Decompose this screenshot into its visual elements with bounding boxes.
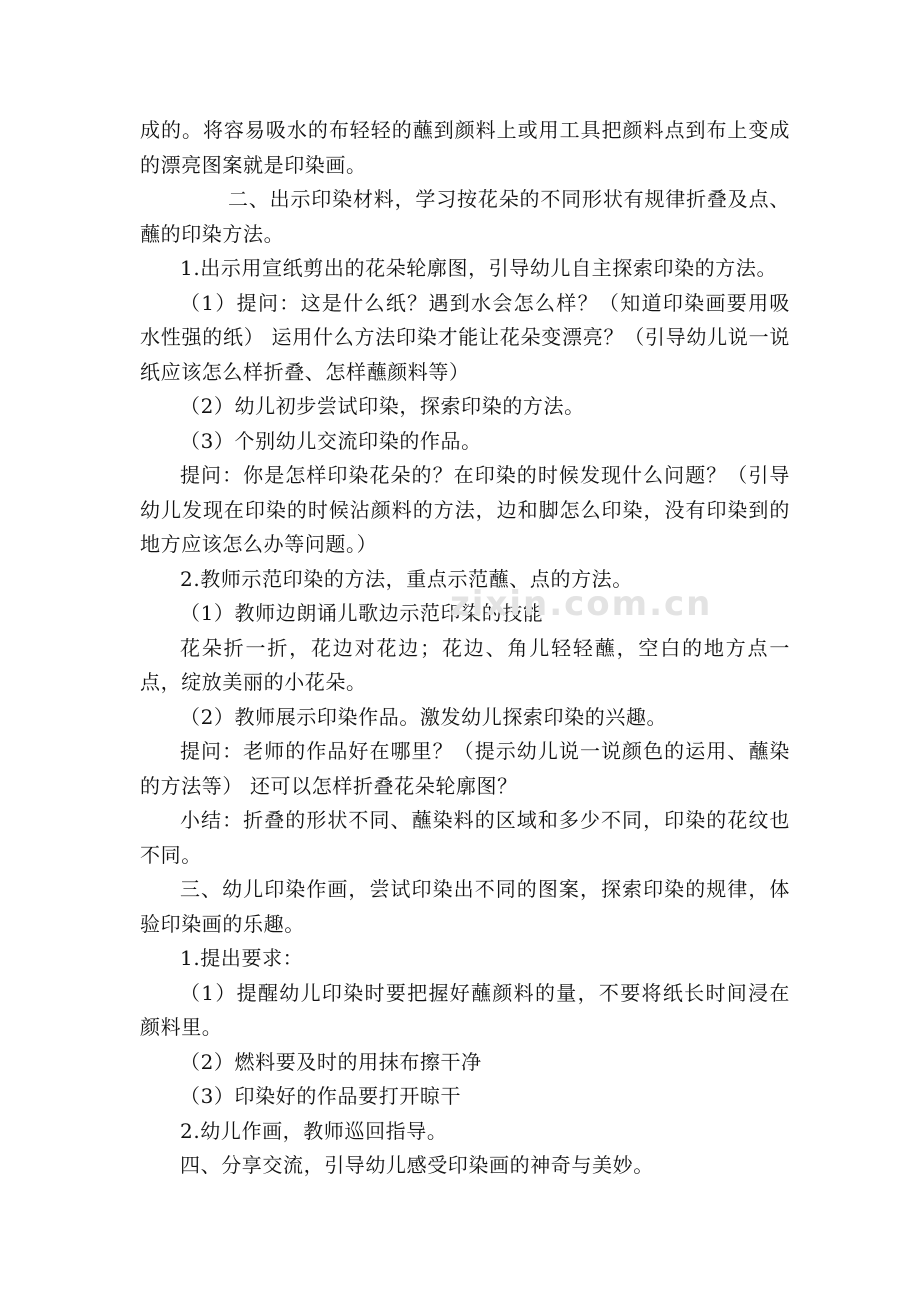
section-heading-three: 三、幼儿印染作画，尝试印染出不同的图案，探索印染的规律，体验印染画的乐趣。 (140, 877, 790, 936)
watermark: zixin.com.cn (450, 584, 713, 624)
requirement-1: （1）提醒幼儿印染时要把握好蘸颜料的量，不要将纸长时间浸在颜料里。 (140, 980, 790, 1039)
children-drawing: 2.幼儿作画，教师巡回指导。 (180, 1118, 448, 1143)
step-1-share: （3）个别幼儿交流印染的作品。 (180, 428, 482, 453)
step-2-demo: （1）教师边朗诵儿歌边示范印染的技能 (180, 601, 544, 625)
step-1-heading: 1.出示用宣纸剪出的花朵轮廓图，引导幼儿自主探索印染的方法。 (180, 256, 778, 280)
step-2-show-works: （2）教师展示印染作品。激发幼儿探索印染的兴趣。 (180, 704, 668, 729)
requirement-2: （2）燃料要及时的用抹布擦干净 (180, 1049, 482, 1074)
step-1-followup-question: 提问：你是怎样印染花朵的？在印染的时候发现什么问题？（引导幼儿发现在印染的时候沾颜料的方法，边和脚怎么印染，没有印染到的地方应该怎么办等问题。） (140, 463, 790, 556)
section-heading-four: 四、分享交流，引导幼儿感受印染画的神奇与美妙。 (180, 1153, 654, 1177)
step-1-question: （1）提问：这是什么纸？遇到水会怎么样？（知道印染画要用吸水性强的纸） 运用什么方法印染才能让花朵变漂亮？（引导幼儿说一说纸应该怎么样折叠、怎样蘸颜料等） (140, 290, 790, 384)
paragraph-intro-continuation: 成的。将容易吸水的布轻轻的蘸到颜料上或用工具把颜料点到布上变成的漂亮图案就是印染画。 (140, 118, 790, 177)
nursery-rhyme: 花朵折一折，花边对花边；花边、角儿轻轻蘸，空白的地方点一点，绽放美丽的小花朵。 (140, 635, 790, 694)
step-1-try: （2）幼儿初步尝试印染，探索印染的方法。 (180, 394, 585, 418)
summary: 小结：折叠的形状不同、蘸染料的区域和多少不同，印染的花纹也不同。 (140, 808, 790, 867)
step-2-question: 提问：老师的作品好在哪里？（提示幼儿说一说颜色的运用、蘸染的方法等） 还可以怎样折叠花朵轮廓图？ (140, 739, 790, 798)
document-body (140, 113, 790, 1183)
requirements-heading: 1.提出要求： (180, 946, 304, 970)
step-2-heading: 2.教师示范印染的方法，重点示范蘸、点的方法。 (180, 566, 633, 591)
section-heading-two: 二、出示印染材料，学习按花朵的不同形状有规律折叠及点、蘸的印染方法。 (140, 187, 790, 246)
requirement-3: （3）印染好的作品要打开晾干 (180, 1084, 462, 1108)
